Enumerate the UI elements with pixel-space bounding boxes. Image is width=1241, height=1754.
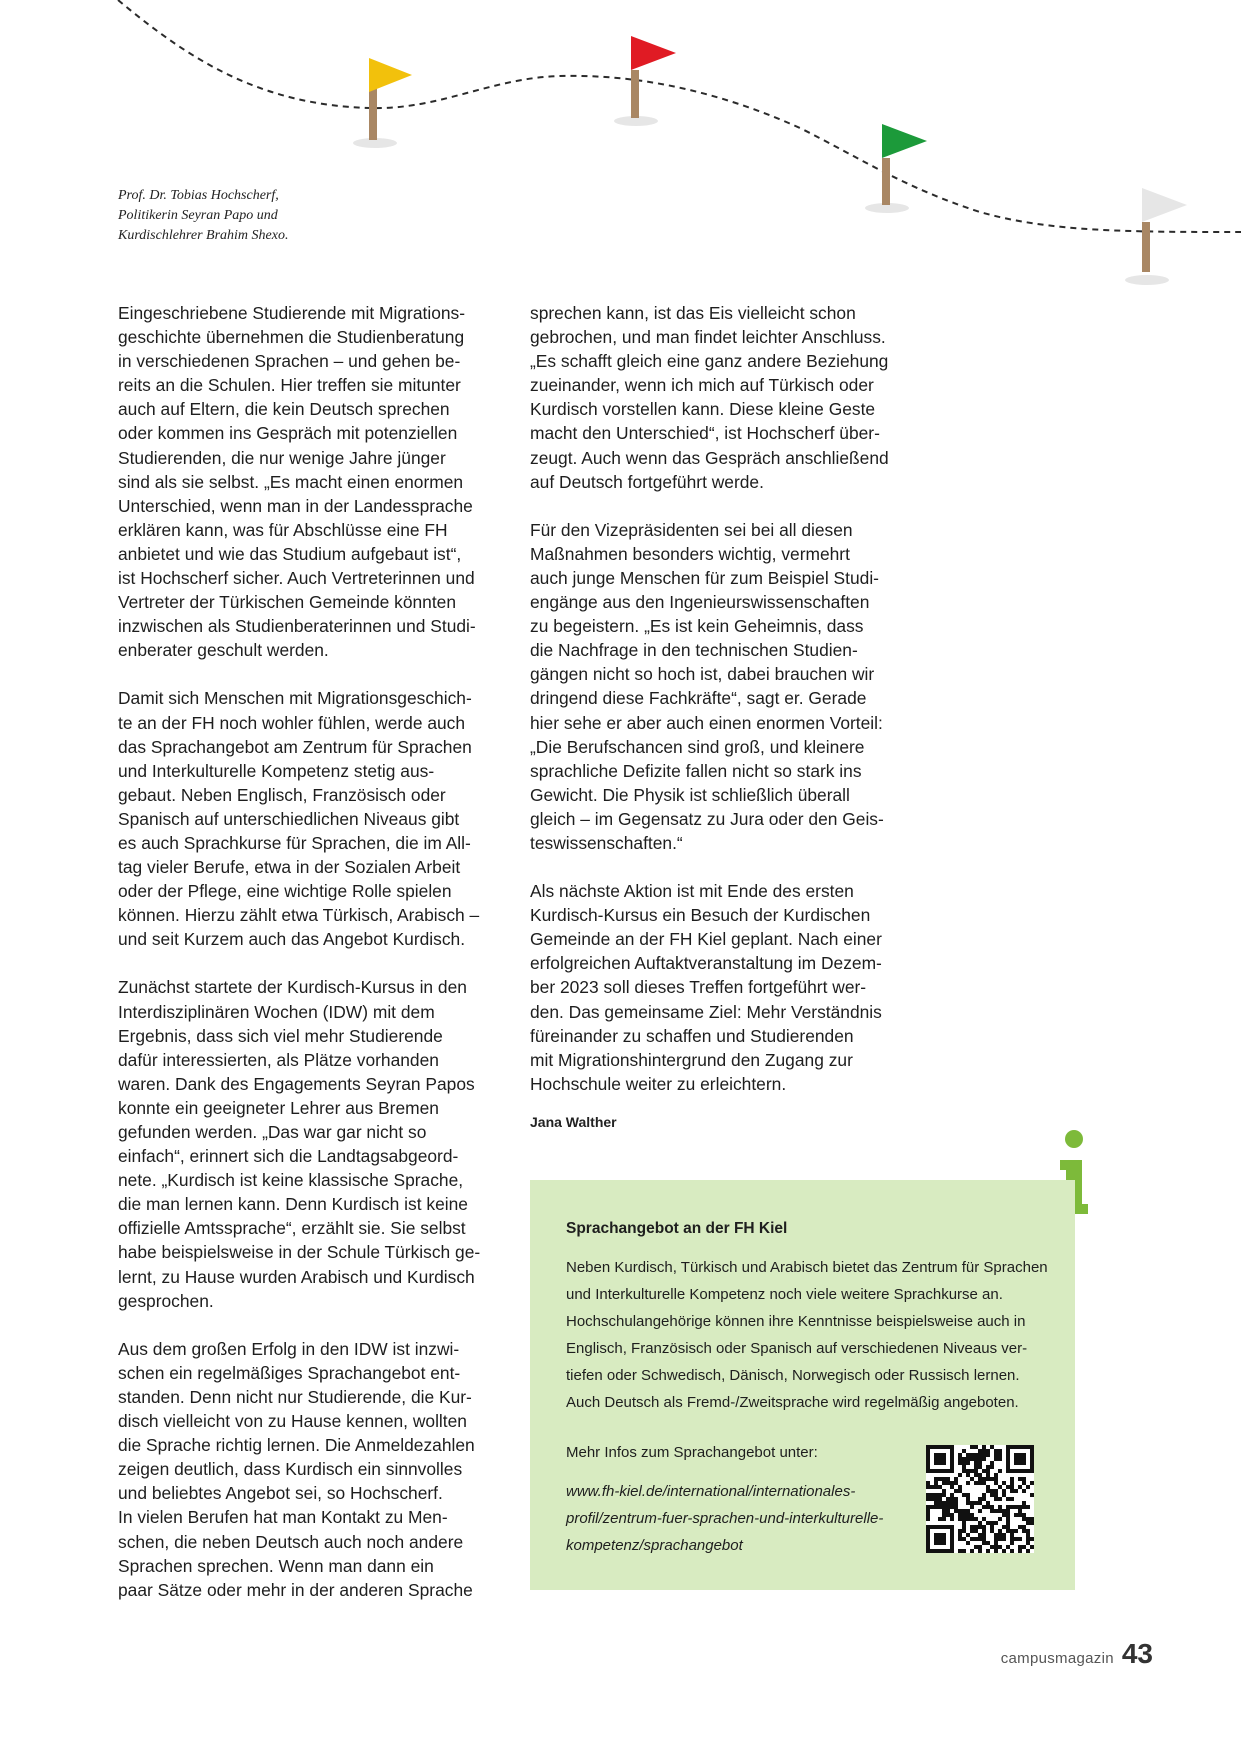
url-line: kompetenz/sprachangebot <box>566 1537 743 1554</box>
text-line: disch vielleicht von zu Hause kennen, wollten <box>118 1411 467 1432</box>
text-line: standen. Denn nicht nur Studierende, die Kur- <box>118 1386 472 1407</box>
text-line: und seit Kurzem auch das Angebot Kurdisch. <box>118 929 466 950</box>
text-line: und beliebtes Angebot sei, so Hochscherf. <box>118 1483 443 1504</box>
yellow-flag <box>369 58 412 140</box>
article-paragraph <box>118 1337 508 1602</box>
text-line: macht den Unterschied“, ist Hochscherf über- <box>530 423 880 444</box>
info-body-line: und Interkulturelle Kompetenz noch viele weitere Sprachkurse an. <box>566 1286 1003 1303</box>
page-number: 43 <box>1121 1638 1153 1669</box>
text-line: Damit sich Menschen mit Migrationsgeschich- <box>118 688 472 709</box>
text-line: Gewicht. Die Physik ist schließlich überall <box>530 784 850 805</box>
page-footer <box>1001 1638 1153 1670</box>
info-body-line: Neben Kurdisch, Türkisch und Arabisch bietet das Zentrum für Sprachen <box>566 1259 1048 1276</box>
text-line: mit Migrationshintergrund den Zugang zur <box>530 1049 853 1070</box>
text-line: Unterschied, wenn man in der Landessprache <box>118 495 473 516</box>
text-line: erklären kann, was für Abschlüsse eine FH <box>118 519 448 540</box>
text-line: gebrochen, und man findet leichter Anschluss. <box>530 327 886 348</box>
article-paragraph <box>118 975 508 1312</box>
article-paragraph <box>118 686 508 951</box>
text-line: teswissenschaften.“ <box>530 832 683 853</box>
author-name: Jana Walther <box>530 1114 617 1130</box>
text-line: Kurdisch vorstellen kann. Diese kleine Geste <box>530 399 876 420</box>
text-line: auch junge Menschen für zum Beispiel Studi- <box>530 567 879 588</box>
text-line: gängen nicht so hoch ist, dabei brauchen wir <box>530 664 875 685</box>
text-line: einfach“, erinnert sich die Landtagsabgeord- <box>118 1146 459 1167</box>
text-line: in verschiedenen Sprachen – und gehen be- <box>118 351 461 372</box>
info-box <box>530 1180 1075 1590</box>
url-line: profil/zentrum-fuer-sprachen-und-interkulturelle- <box>566 1510 884 1527</box>
text-line: habe beispielsweise in der Schule Türkisch ge- <box>118 1242 481 1263</box>
text-line: die Sprache richtig lernen. Die Anmeldezahlen <box>118 1435 475 1456</box>
text-line: Als nächste Aktion ist mit Ende des ersten <box>530 881 854 902</box>
text-line: auf Deutsch fortgeführt werde. <box>530 471 764 492</box>
text-line: den. Das gemeinsame Ziel: Mehr Verständnis <box>530 1001 882 1022</box>
article-paragraph <box>530 518 925 855</box>
text-line: Spanisch auf unterschiedlichen Niveaus gibt <box>118 808 460 829</box>
text-line: dringend diese Fachkräfte“, sagt er. Gerade <box>530 688 867 709</box>
text-line: erfolgreichen Auftaktveranstaltung im Dezem- <box>530 953 882 974</box>
text-line: es auch Sprachkurse für Sprachen, die im All- <box>118 832 471 853</box>
text-line: füreinander zu schaffen und Studierenden <box>530 1025 854 1046</box>
text-line: Studierenden, die nur wenige Jahre jünger <box>118 447 446 468</box>
text-line: nete. „Kurdisch ist keine klassische Sprache, <box>118 1170 464 1191</box>
info-body-line: tiefen oder Schwedisch, Dänisch, Norwegisch oder Russisch lernen. <box>566 1367 1020 1384</box>
text-line: sprechen kann, ist das Eis vielleicht schon <box>530 303 856 323</box>
text-line: gesprochen. <box>118 1290 214 1311</box>
text-line: zu begeistern. „Es ist kein Geheimnis, dass <box>530 616 864 637</box>
text-line: die Nachfrage in den technischen Studien- <box>530 640 858 661</box>
caption-line: Politikerin Seyran Papo und <box>118 208 278 223</box>
text-line: In vielen Berufen hat man Kontakt zu Men- <box>118 1507 448 1528</box>
text-line: tag vieler Berufe, etwa in der Sozialen Arbeit <box>118 857 461 878</box>
text-line: Sprachen sprechen. Wenn man dann ein <box>118 1555 434 1576</box>
text-line: gefunden werden. „Das war gar nicht so <box>118 1122 427 1142</box>
caption-line: Kurdischlehrer Brahim Shexo. <box>118 228 289 243</box>
text-line: die man lernen kann. Denn Kurdisch ist keine <box>118 1194 468 1215</box>
text-line: Maßnahmen besonders wichtig, vermehrt <box>530 543 850 564</box>
url-line: www.fh-kiel.de/international/internationales- <box>566 1483 856 1500</box>
text-line: Eingeschriebene Studierende mit Migrations- <box>118 303 466 323</box>
info-box-title: Sprachangebot an der FH Kiel <box>566 1220 788 1237</box>
article-paragraph <box>118 301 508 662</box>
article-paragraph <box>530 301 925 494</box>
text-line: „Die Berufschancen sind groß, und kleinere <box>530 736 865 757</box>
header-decoration <box>0 0 1241 300</box>
text-line: sprachliche Defizite fallen nicht so stark ins <box>530 760 862 781</box>
text-line: anbietet und wie das Studium aufgebaut ist“, <box>118 543 462 564</box>
info-box-body <box>566 1254 1046 1416</box>
text-line: engänge aus den Ingenieurswissenschaften <box>530 592 870 613</box>
text-line: auch auf Eltern, die kein Deutsch sprechen <box>118 399 450 420</box>
text-line: schen ein regelmäßiges Sprachangebot ent- <box>118 1362 461 1383</box>
text-line: Kurdisch-Kursus ein Besuch der Kurdischen <box>530 905 871 926</box>
article-column-right <box>530 301 925 1120</box>
white-flag <box>1142 188 1187 272</box>
green-flag <box>882 124 927 205</box>
text-line: zeigen deutlich, dass Kurdisch ein sinnvolles <box>118 1459 463 1480</box>
text-line: das Sprachangebot am Zentrum für Sprachen <box>118 736 472 757</box>
text-line: inzwischen als Studienberaterinnen und Studi- <box>118 616 476 637</box>
article-paragraph <box>530 879 925 1096</box>
photo-caption <box>118 186 358 246</box>
text-line: paar Sätze oder mehr in der anderen Sprache <box>118 1579 473 1600</box>
text-line: reits an die Schulen. Hier treffen sie mitunter <box>118 375 461 396</box>
article-column-left <box>118 301 508 1626</box>
text-line: oder kommen ins Gespräch mit potenziellen <box>118 423 458 444</box>
text-line: geschichte übernehmen die Studienberatung <box>118 327 465 348</box>
text-line: zueinander, wenn ich mich auf Türkisch oder <box>530 375 874 396</box>
text-line: Ergebnis, dass sich viel mehr Studierende <box>118 1025 443 1046</box>
text-line: ber 2023 soll dieses Treffen fortgeführt wer- <box>530 977 867 998</box>
caption-line: Prof. Dr. Tobias Hochscherf, <box>118 188 279 203</box>
more-info-label: Mehr Infos zum Sprachangebot unter: <box>566 1444 818 1461</box>
text-line: oder der Pflege, eine wichtige Rolle spielen <box>118 881 452 902</box>
text-line: lernt, zu Hause wurden Arabisch und Kurdisch <box>118 1266 475 1287</box>
text-line: Aus dem großen Erfolg in den IDW ist inzwi- <box>118 1338 460 1359</box>
text-line: Zunächst startete der Kurdisch-Kursus in den <box>118 977 467 998</box>
text-line: sind als sie selbst. „Es macht einen enormen <box>118 471 464 492</box>
text-line: ist Hochscherf sicher. Auch Vertreterinnen und <box>118 568 475 589</box>
info-body-line: Auch Deutsch als Fremd-/Zweitsprache wird regelmäßig angeboten. <box>566 1394 1019 1411</box>
text-line: Vertreter der Türkischen Gemeinde könnten <box>118 592 457 613</box>
text-line: Für den Vizepräsidenten sei bei all diesen <box>530 519 853 540</box>
magazine-name: campusmagazin <box>1000 1650 1114 1667</box>
text-line: schen, die neben Deutsch auch noch andere <box>118 1531 464 1552</box>
text-line: Hochschule weiter zu erleichtern. <box>530 1073 787 1094</box>
text-line: gebaut. Neben Englisch, Französisch oder <box>118 784 446 805</box>
text-line: enberater geschult werden. <box>118 640 329 661</box>
info-body-line: Hochschulangehörige können ihre Kenntnisse beispielsweise auch in <box>566 1313 1026 1330</box>
info-url-link[interactable] <box>566 1478 906 1559</box>
text-line: hier sehe er aber auch einen enormen Vorteil: <box>530 712 883 733</box>
text-line: Interdisziplinären Wochen (IDW) mit dem <box>118 1001 435 1022</box>
text-line: offizielle Amtssprache“, erzählt sie. Sie selbst <box>118 1218 466 1239</box>
text-line: zeugt. Auch wenn das Gespräch anschließend <box>530 447 889 468</box>
text-line: gleich – im Gegensatz zu Jura oder den Geis- <box>530 808 884 829</box>
text-line: und Interkulturelle Kompetenz stetig aus- <box>118 760 435 781</box>
text-line: Gemeinde an der FH Kiel geplant. Nach einer <box>530 929 882 950</box>
text-line: können. Hierzu zählt etwa Türkisch, Arabisch – <box>118 905 480 926</box>
text-line: te an der FH noch wohler fühlen, werde auch <box>118 712 466 733</box>
qr-code[interactable] <box>926 1445 1034 1553</box>
text-line: waren. Dank des Engagements Seyran Papos <box>118 1073 475 1094</box>
info-body-line: Englisch, Französisch oder Spanisch auf verschiedenen Niveaus ver- <box>566 1340 1028 1357</box>
red-flag <box>631 36 676 118</box>
text-line: „Es schafft gleich eine ganz andere Beziehung <box>530 351 889 372</box>
text-line: dafür interessierten, als Plätze vorhanden <box>118 1049 439 1070</box>
text-line: konnte ein geeigneter Lehrer aus Bremen <box>118 1097 439 1118</box>
